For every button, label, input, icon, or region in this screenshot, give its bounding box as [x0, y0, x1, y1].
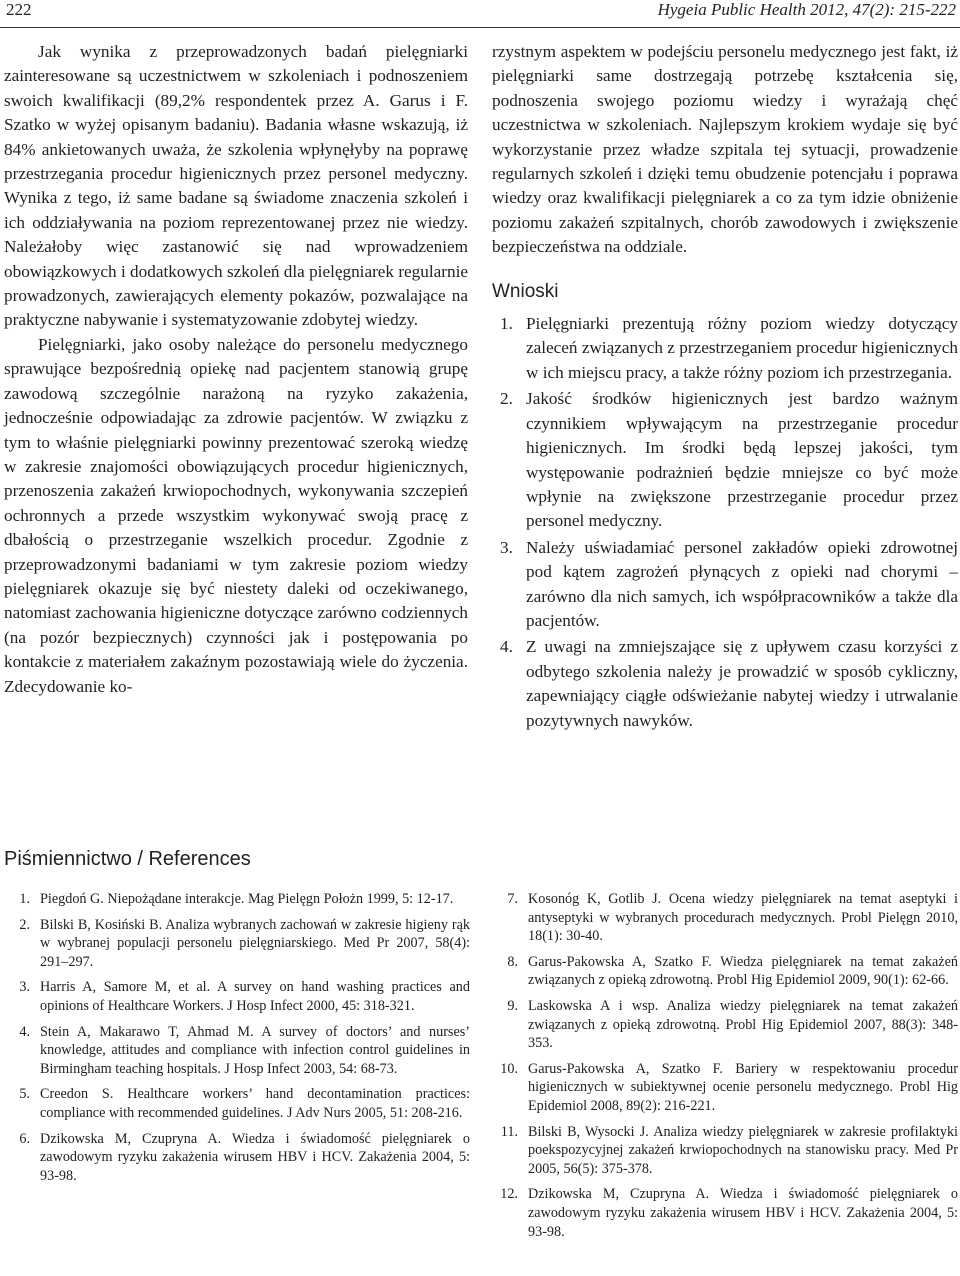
- reference-text: Dzikowska M, Czupryna A. Wiedza i świadomość pielęgniarek o zawodowym ryzyku zakażenia wirusem HBV i HCV. Zakażenia 2004, 5: 93-98.: [40, 1130, 470, 1184]
- reference-number: 7.: [507, 891, 518, 907]
- reference-item: [4, 978, 470, 1015]
- conclusion-number: 3.: [500, 537, 513, 557]
- reference-item: [4, 890, 470, 909]
- reference-text: Garus-Pakowska A, Szatko F. Wiedza pielęgniarek na temat zakażeń związanych z opieką zdrowotną. Probl Hig Epidemiol 2009, 90(1): 62-66.: [528, 953, 958, 989]
- reference-text: Garus-Pakowska A, Szatko F. Bariery w respektowaniu procedur higienicznych w subiektywnej ocenie personelu medycznego. Probl Hig Epidemiol 2008, 89(2): 216-221.: [528, 1060, 958, 1114]
- conclusion-item: [492, 536, 958, 634]
- body-paragraph-2: Pielęgniarki, jako osoby należące do personelu medycznego sprawujące bezpośrednią opiekę nad pacjentem stanowią grupę zawodową szczególnie narażoną na ryzyko zakażenia, jednocześnie odpowiadając za zdrowie pacjentów. W związku z tym to właśnie pielęgniarki powinny prezentować szeroką wiedzę w zakresie znajomości obowiązujących procedur higienicznych, przenoszenia zakażeń krwiopochodnych, wykonywania szczepień ochronnych a przede wszystkim wykonywać swoją pracę z dbałością o przestrzeganie wszelkich procedur. Zgodnie z przeprowadzonymi badaniami w tym zakresie poziom wiedzy pielęgniarek okazuje się być niestety daleki od oczekiwanego, natomiast zachowania higieniczne dotyczące zarówno codziennych (na pozór bezpiecznych) czynności jak i postępowania po kontakcie z materiałem zakaźnym pozostawiają wiele do życzenia. Zdecydowanie ko-: [4, 334, 468, 696]
- reference-item: [492, 1185, 958, 1241]
- conclusion-text: Należy uświadamiać personel zakładów opieki zdrowotnej pod kątem zagrożeń płynących z opieki nad chorymi – zarówno dla nich samych, ich współpracowników a także dla pacjentów.: [526, 537, 958, 630]
- header-rule: [0, 27, 960, 28]
- references-right-column: [492, 890, 958, 1248]
- reference-number: 9.: [507, 997, 518, 1014]
- body-paragraph-1: Jak wynika z przeprowadzonych badań pielęgniarki zainteresowane są uczestnictwem w szkoleniach i podnoszeniem swoich kwalifikacji (89,2% respondentek przez A. Garus i F. Szatko w wyżej opisanym badaniu). Badania własne wskazują, iż 84% ankietowanych uważa, że szkolenia wpłynęłyby na poprawę przestrzegania procedur higienicznych przez personel medyczny. Wynika z tego, iż same badane są świadome znaczenia szkoleń i ich oddziaływania na poziom reprezentowanej przez nie wiedzy. Należałoby więc zastanowić się nad wprowadzeniem obowiązkowych i dodatkowych szkoleń dla pielęgniarek regularnie prowadzonych, zawierających elementy pokazów, pozwalające na praktyczne nabywanie i systematyzowanie zdobytej wiedzy.: [4, 42, 468, 330]
- conclusion-number: 4.: [500, 637, 513, 657]
- reference-item: [492, 890, 958, 946]
- conclusion-text: Jakość środków higienicznych jest bardzo ważnym czynnikiem wpływającym na przestrzeganie procedur higienicznych. Im środki będą lepszej jakości, tym występowanie podrażnień będzie mniejsze co być może wpłynie na zwiększone przestrzeganie procedur przez personel medyczny.: [526, 389, 958, 531]
- reference-text: Kosonóg K, Gotlib J. Ocena wiedzy pielęgniarek na temat aseptyki i antyseptyki w wybranych procedurach medycznych. Probl Pielęgn 2010, 18(1): 30-40.: [528, 891, 958, 945]
- reference-text: Piegdoń G. Niepożądane interakcje. Mag Pielęgn Położn 1999, 5: 12-17.: [40, 891, 454, 907]
- conclusion-item: [492, 387, 958, 533]
- conclusions-heading: Wnioski: [492, 280, 559, 302]
- page-header: [0, 0, 960, 28]
- conclusion-text: Z uwagi na zmniejszające się z upływem czasu korzyści z odbytego szkolenia należy je prowadzić w sposób cykliczny, zapewniający ciągłe odświeżanie nabytej wiedzy i utrwalanie pozytywnych nawyków.: [526, 637, 958, 730]
- references-left-column: [4, 890, 470, 1192]
- journal-citation: Hygeia Public Health 2012, 47(2): 215-222: [657, 0, 956, 19]
- page-number: 222: [6, 0, 32, 19]
- reference-item: [4, 1130, 470, 1186]
- reference-item: [492, 953, 958, 990]
- left-text-column: [4, 40, 468, 699]
- reference-text: Dzikowska M, Czupryna A. Wiedza i świadomość pielęgniarek o zawodowym ryzyku zakażenia wirusem HBV i HCV. Zakażenia 2004, 5: 93-98.: [528, 1186, 958, 1240]
- conclusion-text: Pielęgniarki prezentują różny poziom wiedzy dotyczący zaleceń związanych z przestrzeganiem procedur higienicznych w ich miejscu pracy, a także różny poziom ich przestrzegania.: [526, 314, 958, 382]
- conclusion-number: 1.: [500, 314, 513, 334]
- reference-text: Stein A, Makarawo T, Ahmad M. A survey of doctors’ and nurses’ knowledge, attitudes and compliance with infection control guidelines in Birmingham teaching hospitals. J Hosp Infect 2003, 54: 68-73.: [40, 1023, 470, 1077]
- reference-text: Laskowska A i wsp. Analiza wiedzy pielęgniarek na temat zakażeń związanych z opieką zdrowotną. Probl Hig Epidemiol 2007, 88(3): 348-353.: [528, 997, 958, 1052]
- reference-number: 4.: [19, 1023, 30, 1040]
- reference-number: 10.: [500, 1060, 518, 1077]
- reference-text: Bilski B, Wysocki J. Analiza wiedzy pielęgniarek w zakresie profilaktyki poekspozycyjnej zakażeń krwiopochodnych na stanowisku pracy. Med Pr 2005, 56(5): 375-378.: [528, 1123, 958, 1177]
- reference-item: [492, 1123, 958, 1179]
- conclusion-item: [492, 635, 958, 733]
- reference-number: 2.: [19, 916, 30, 933]
- conclusion-item: [492, 312, 958, 385]
- right-text-column: [492, 40, 958, 735]
- reference-number: 8.: [507, 953, 518, 970]
- reference-number: 6.: [19, 1130, 30, 1147]
- reference-item: [492, 997, 958, 1053]
- reference-item: [4, 1023, 470, 1079]
- reference-number: 5.: [19, 1086, 30, 1103]
- reference-text: Harris A, Samore M, et al. A survey on hand washing practices and opinions of Healthcare Workers. J Hosp Infect 2000, 45: 318-321.: [40, 979, 470, 1014]
- reference-item: [4, 1085, 470, 1122]
- conclusion-number: 2.: [500, 389, 513, 409]
- reference-number: 11.: [500, 1123, 518, 1140]
- references-heading: Piśmiennictwo / References: [4, 848, 251, 870]
- reference-item: [492, 1060, 958, 1116]
- reference-item: [4, 916, 470, 972]
- conclusions-list: [492, 312, 958, 733]
- body-paragraph-continuation: rzystnym aspektem w podejściu personelu medycznego jest fakt, iż pielęgniarki same dostrzegają potrzebę kształcenia się, podnoszenia swojego poziomu wiedzy i wyrażają chęć uczestnictwa w szkoleniach. Najlepszym krokiem wydaje się być wykorzystanie przez władze szpitala tej sytuacji, prowadzenie regularnych szkoleń i dzięki temu obudzenie potencjału i poprawa wiedzy oraz kwalifikacji pielęgniarek a co za tym idzie obniżenie poziomu zakażeń szpitalnych, chorób zawodowych i zwiększenie bezpieczeństwa na oddziale.: [492, 42, 958, 257]
- reference-number: 12.: [500, 1186, 518, 1203]
- reference-number: 1.: [19, 891, 30, 907]
- reference-text: Creedon S. Healthcare workers’ hand decontamination practices: compliance with recommended guidelines. J Adv Nurs 2005, 51: 208-216.: [40, 1086, 470, 1121]
- reference-text: Bilski B, Kosiński B. Analiza wybranych zachowań w zakresie higieny rąk w wybranej populacji personelu pielęgniarskiego. Med Pr 2007, 58(4): 291–297.: [40, 916, 470, 970]
- reference-number: 3.: [19, 979, 30, 996]
